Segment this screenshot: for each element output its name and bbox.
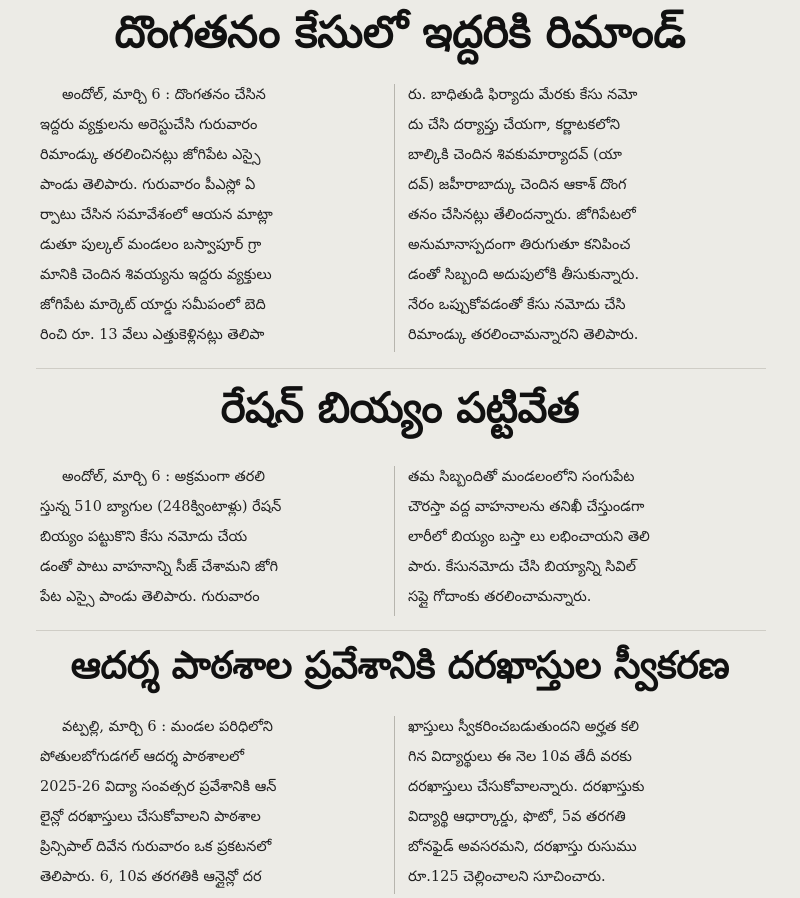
body-text-line: లారీలో బియ్యం బస్తా లు లభించాయని తెలి	[408, 529, 650, 545]
body-text-line: తనం చేసినట్లు తేలిందన్నారు. జోగిపేటలో	[408, 207, 636, 223]
body-text-line: రిమాండ్కు తరలించామన్నారని తెలిపారు.	[408, 327, 639, 343]
article-2-right-column	[408, 462, 744, 612]
body-text-line: ఖాస్తులు స్వీకరించబడుతుందని అర్హత కలి	[408, 719, 640, 735]
article-3-column-divider	[394, 716, 395, 894]
body-text-line: పారు. కేసునమోదు చేసి బియ్యాన్ని సివిల్	[408, 559, 637, 575]
body-text-line: మానికి చెందిన శివయ్యను ఇద్దరు వ్యక్తులు	[40, 267, 272, 283]
body-text-line: డుతూ పుల్కల్ మండలం బస్వాపూర్ గ్రా	[40, 237, 262, 253]
body-text-line: బియ్యం పట్టుకొని కేసు నమోదు చేయ	[40, 529, 248, 545]
body-text-line: డంతో సిబ్బంది అదుపులోకి తీసుకున్నారు.	[408, 267, 640, 283]
article-2-headline: రేషన్ బియ్యం పట్టివేత	[220, 383, 580, 432]
article-1-left-column	[40, 80, 376, 350]
article-3-headline: ఆదర్శ పాఠశాల ప్రవేశానికి దరఖాస్తుల స్వీకరణ	[70, 643, 730, 687]
body-text-line: దు చేసి దర్యాప్తు చేయగా, కర్ణాటకలోని	[408, 117, 621, 133]
article-2-left-column	[40, 462, 376, 612]
body-text-line: స్తున్న 510 బ్యాగుల (248క్వింటాళ్లు) రేషన్	[40, 499, 282, 515]
article-3-left-column	[40, 712, 376, 892]
body-text-line: ర్పాటు చేసిన సమావేశంలో ఆయన మాట్లా	[40, 207, 273, 223]
body-text-line: తమ సిబ్బందితో మండలంలోని సంగుపేట	[408, 469, 635, 485]
article-1-column-divider	[394, 84, 395, 352]
body-text-line: రు. బాధితుడి ఫిర్యాదు మేరకు కేసు నమో	[408, 87, 638, 103]
body-text-line: ప్రిన్సిపాల్ దివేన గురువారం ఒక ప్రకటనలో	[40, 839, 272, 855]
section-rule-2	[36, 630, 766, 631]
body-text-line: రిమాండ్కు తరలించినట్లు జోగిపేట ఎస్సై	[40, 147, 261, 163]
article-1-right-column	[408, 80, 744, 350]
body-text-line: అనుమానాస్పదంగా తిరుగుతూ కనిపించ	[408, 237, 631, 253]
body-text-line: డంతో పాటు వాహనాన్ని సీజ్ చేశామని జోగి	[40, 559, 279, 575]
body-text-line: విద్యార్థి ఆధార్కార్డు, ఫొటో, 5వ తరగతి	[408, 809, 626, 825]
body-text-line: బాల్కికి చెందిన శివకుమార్యాదవ్ (యా	[408, 147, 622, 163]
body-text-line: గిన విద్యార్థులు ఈ నెల 10వ తేదీ వరకు	[408, 749, 632, 765]
body-text-line: అందోల్, మార్చి 6 : దొంగతనం చేసిన	[62, 87, 266, 103]
body-text-line: రూ.125 చెల్లించాలని సూచించారు.	[408, 869, 606, 885]
body-text-line: వట్పల్లి, మార్చి 6 : మండల పరిధిలోని	[62, 719, 273, 735]
body-text-line: పోతులబోగుడగల్ ఆదర్శ పాఠశాలలో	[40, 749, 245, 765]
article-2-column-divider	[394, 466, 395, 616]
body-text-line: రించి రూ. 13 వేలు ఎత్తుకెళ్లినట్లు తెలిపా	[40, 327, 265, 343]
body-text-line: ఇద్దరు వ్యక్తులను అరెస్టుచేసి గురువారం	[40, 117, 258, 133]
body-text-line: దరఖాస్తులు చేసుకోవాలన్నారు. దరఖాస్తుకు	[408, 779, 645, 795]
article-3-right-column	[408, 712, 744, 892]
article-1-headline: దొంగతనం కేసులో ఇద్దరికి రిమాండ్	[114, 7, 686, 58]
body-text-line: నేరం ఒప్పుకోవడంతో కేసు నమోదు చేసి	[408, 297, 626, 313]
body-text-line: పేట ఎస్సై పాండు తెలిపారు. గురువారం	[40, 589, 260, 605]
body-text-line: 2025-26 విద్యా సంవత్సర ప్రవేశానికి ఆన్	[40, 779, 277, 795]
body-text-line: బోనఫైడ్ అవసరమని, దరఖాస్తు రుసుము	[408, 839, 637, 855]
body-text-line: అందోల్, మార్చి 6 : అక్రమంగా తరలి	[62, 469, 266, 485]
body-text-line: సప్లై గోదాంకు తరలించామన్నారు.	[408, 589, 592, 605]
body-text-line: తెలిపారు. 6, 10వ తరగతికి ఆన్లైన్లో దర	[40, 869, 262, 885]
body-text-line: జోగిపేట మార్కెట్ యార్డు సమీపంలో బెది	[40, 297, 266, 313]
body-text-line: పాండు తెలిపారు. గురువారం పీఎస్లో ఏ	[40, 177, 256, 193]
body-text-line: దవ్) జహీరాబాద్కు చెందిన ఆకాశ్ దొంగ	[408, 177, 627, 193]
body-text-line: లైన్లో దరఖాస్తులు చేసుకోవాలని పాఠశాల	[40, 809, 261, 825]
body-text-line: చౌరస్తా వద్ద వాహనాలను తనిఖీ చేస్తుండగా	[408, 499, 645, 515]
section-rule-1	[36, 368, 766, 369]
